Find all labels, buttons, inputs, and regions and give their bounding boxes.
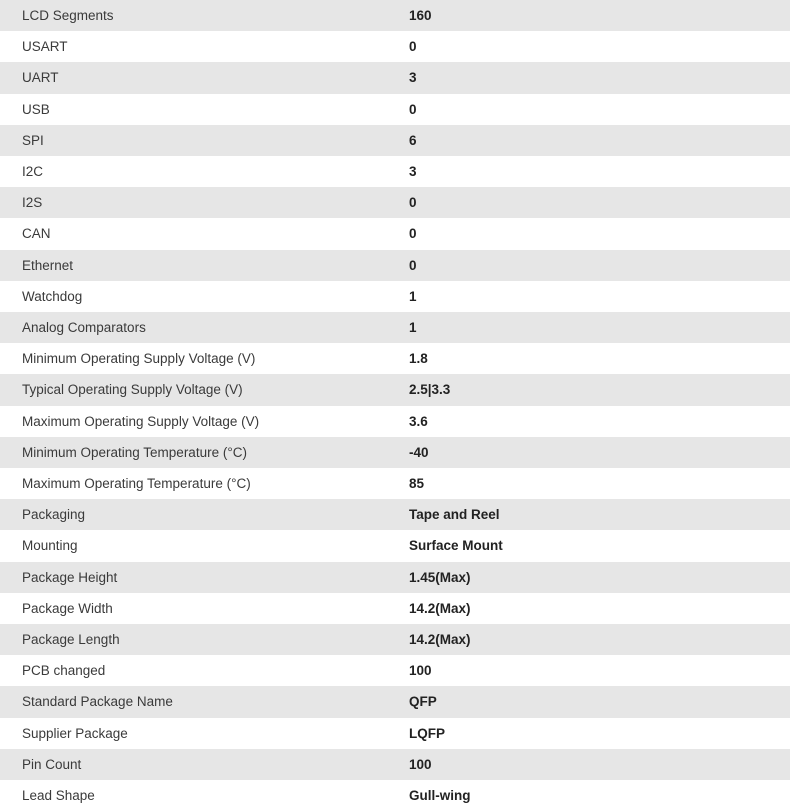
table-row — [0, 530, 790, 561]
spec-value: LQFP — [409, 718, 790, 749]
table-row — [0, 562, 790, 593]
spec-label: Ethernet — [0, 250, 409, 281]
table-row — [0, 655, 790, 686]
spec-label: Mounting — [0, 530, 409, 561]
spec-value: 3 — [409, 62, 790, 93]
table-row — [0, 437, 790, 468]
spec-value: Gull-wing — [409, 780, 790, 805]
spec-label: I2S — [0, 187, 409, 218]
spec-value: Tape and Reel — [409, 499, 790, 530]
table-row — [0, 749, 790, 780]
table-row — [0, 406, 790, 437]
spec-label: CAN — [0, 218, 409, 249]
table-row — [0, 624, 790, 655]
spec-label: LCD Segments — [0, 0, 409, 31]
spec-label: Lead Shape — [0, 780, 409, 805]
spec-label: Supplier Package — [0, 718, 409, 749]
table-row — [0, 468, 790, 499]
spec-label: I2C — [0, 156, 409, 187]
spec-value: 0 — [409, 250, 790, 281]
spec-label: Pin Count — [0, 749, 409, 780]
spec-value: 0 — [409, 94, 790, 125]
spec-value: 1 — [409, 312, 790, 343]
spec-value: QFP — [409, 686, 790, 717]
spec-value: 2.5|3.3 — [409, 374, 790, 405]
spec-value: 100 — [409, 655, 790, 686]
spec-label: Analog Comparators — [0, 312, 409, 343]
spec-label: Maximum Operating Supply Voltage (V) — [0, 406, 409, 437]
table-row — [0, 31, 790, 62]
spec-label: Packaging — [0, 499, 409, 530]
spec-label: Typical Operating Supply Voltage (V) — [0, 374, 409, 405]
spec-value: 14.2(Max) — [409, 624, 790, 655]
table-row — [0, 374, 790, 405]
spec-label: Standard Package Name — [0, 686, 409, 717]
spec-label: SPI — [0, 125, 409, 156]
spec-label: PCB changed — [0, 655, 409, 686]
spec-value: 3 — [409, 156, 790, 187]
spec-label: UART — [0, 62, 409, 93]
table-row — [0, 156, 790, 187]
spec-label: Package Width — [0, 593, 409, 624]
spec-value: Surface Mount — [409, 530, 790, 561]
spec-value: -40 — [409, 437, 790, 468]
spec-value: 1.45(Max) — [409, 562, 790, 593]
spec-value: 3.6 — [409, 406, 790, 437]
spec-value: 100 — [409, 749, 790, 780]
table-row — [0, 250, 790, 281]
table-row — [0, 593, 790, 624]
spec-value: 0 — [409, 31, 790, 62]
table-row — [0, 218, 790, 249]
spec-label: Package Height — [0, 562, 409, 593]
spec-label: Package Length — [0, 624, 409, 655]
table-row — [0, 312, 790, 343]
table-row — [0, 718, 790, 749]
spec-label: USB — [0, 94, 409, 125]
table-row — [0, 62, 790, 93]
spec-label: Watchdog — [0, 281, 409, 312]
table-row — [0, 94, 790, 125]
spec-label: Minimum Operating Supply Voltage (V) — [0, 343, 409, 374]
table-row — [0, 187, 790, 218]
spec-value: 6 — [409, 125, 790, 156]
table-row — [0, 686, 790, 717]
table-row — [0, 0, 790, 31]
spec-value: 1.8 — [409, 343, 790, 374]
spec-value: 1 — [409, 281, 790, 312]
spec-value: 85 — [409, 468, 790, 499]
spec-value: 14.2(Max) — [409, 593, 790, 624]
spec-label: Minimum Operating Temperature (°C) — [0, 437, 409, 468]
table-row — [0, 281, 790, 312]
spec-value: 0 — [409, 187, 790, 218]
table-row — [0, 499, 790, 530]
spec-value: 160 — [409, 0, 790, 31]
spec-value: 0 — [409, 218, 790, 249]
table-row — [0, 343, 790, 374]
table-row — [0, 125, 790, 156]
spec-label: USART — [0, 31, 409, 62]
table-row — [0, 780, 790, 805]
spec-label: Maximum Operating Temperature (°C) — [0, 468, 409, 499]
